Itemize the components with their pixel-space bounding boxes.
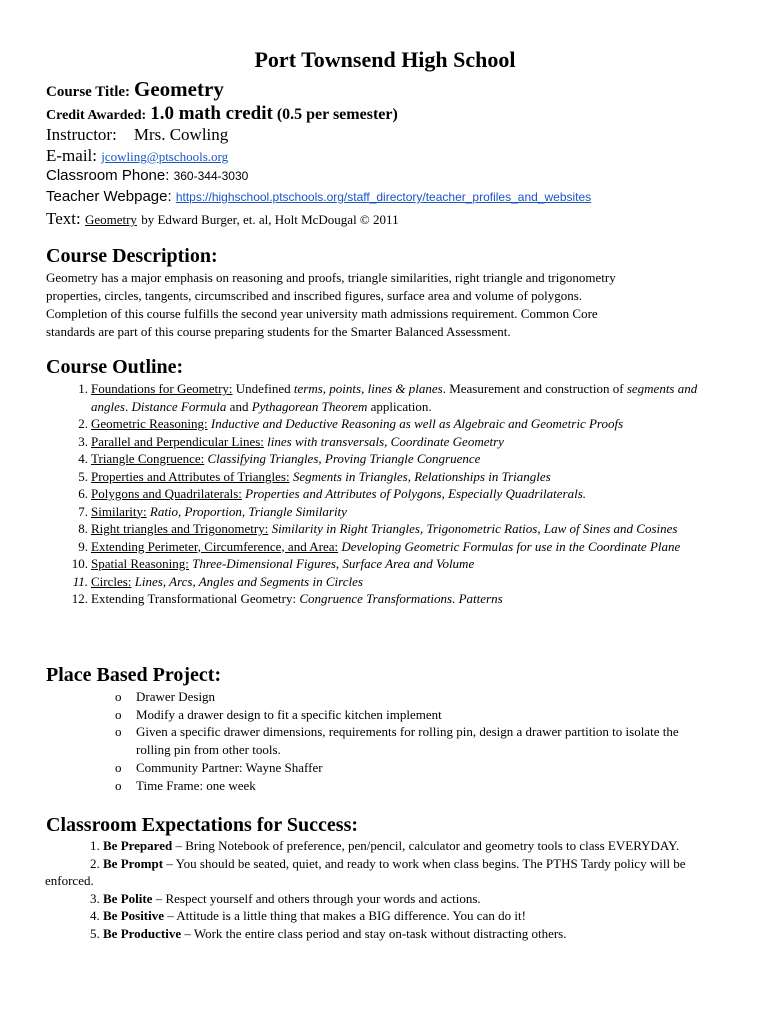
webpage-label: Teacher Webpage: — [46, 188, 172, 205]
outline-number: 6. — [78, 486, 88, 501]
outline-title: Similarity: — [91, 503, 147, 519]
course-description-heading: Course Description: — [46, 245, 218, 267]
project-item-text: Drawer Design — [136, 689, 216, 704]
instructor-label: Instructor: — [46, 125, 117, 144]
outline-number: 4. — [78, 451, 88, 466]
phone-label: Classroom Phone: — [46, 167, 170, 184]
expectations-list — [45, 837, 730, 943]
project-heading: Place Based Project: — [46, 664, 222, 686]
outline-description: Segments in Triangles, Relationships in Triangles — [289, 468, 551, 484]
course-description-text — [46, 269, 736, 341]
outline-description: Ratio, Proportion, Triangle Similarity — [146, 503, 347, 519]
expectation-title: Be Prepared — [103, 838, 173, 853]
outline-item — [66, 450, 736, 468]
project-item — [113, 759, 733, 777]
phone-line — [46, 167, 248, 184]
outline-number: 7. — [78, 503, 88, 519]
outline-text: Distance Formula — [131, 398, 227, 414]
description-line: Completion of this course fulfills the second year university math admissions requirement. Common Core — [46, 306, 598, 321]
project-item — [113, 723, 733, 758]
expectation-item — [45, 855, 730, 890]
outline-item — [66, 415, 736, 433]
outline-description: Similarity in Right Triangles, Trigonometric Ratios, Law of Sines and Cosines — [268, 521, 678, 536]
bullet-icon: o — [115, 689, 122, 704]
expectation-item — [45, 890, 730, 908]
outline-description: Classifying Triangles, Proving Triangle Congruence — [204, 451, 481, 466]
course-title-line — [46, 77, 224, 102]
description-line: Geometry has a major emphasis on reasoning and proofs, triangle similarities, right triangle and trigonometry — [46, 270, 616, 285]
outline-title: Spatial Reasoning: — [91, 556, 189, 571]
outline-number: 10. — [71, 556, 88, 571]
email-label: E-mail: — [46, 146, 97, 165]
outline-title: Foundations for Geometry: — [91, 381, 233, 396]
outline-item — [66, 503, 736, 521]
outline-number: 1. — [78, 381, 88, 396]
expectations-heading: Classroom Expectations for Success: — [46, 814, 359, 836]
course-outline-heading: Course Outline: — [46, 356, 184, 378]
course-outline-list — [66, 380, 736, 608]
outline-text: Pythagorean Theorem — [251, 398, 368, 414]
school-title: Port Townsend High School — [254, 47, 516, 72]
outline-description: Developing Geometric Formulas for use in the Coordinate Plane — [338, 538, 681, 554]
outline-number: 8. — [78, 521, 88, 536]
outline-text: and — [226, 398, 252, 414]
expectation-text: – You should be seated, quiet, and ready to work when class begins. The PTHS Tardy policy will be enforced. — [45, 855, 686, 889]
outline-text: Undefined — [232, 381, 294, 396]
expectation-text: – Respect yourself and others through your words and actions. — [152, 890, 481, 906]
expectation-number: 1. — [90, 838, 100, 853]
instructor-line — [46, 125, 228, 145]
outline-text: segments and angles — [91, 381, 698, 414]
expectation-title: Be Polite — [103, 890, 153, 906]
text-label: Text: — [46, 209, 81, 228]
outline-title: Polygons and Quadrilaterals: — [91, 486, 242, 501]
project-item-text: Given a specific drawer dimensions, requirements for rolling pin, design a drawer partition to isolate the rolling pin from other tools. — [136, 724, 679, 758]
webpage-link[interactable]: https://highschool.ptschools.org/staff_directory/teacher_profiles_and_websites — [175, 190, 592, 204]
outline-item — [66, 485, 736, 503]
webpage-line — [46, 188, 591, 205]
expectation-number: 5. — [90, 925, 100, 941]
email-link[interactable]: jcowling@ptschools.org — [101, 149, 229, 164]
outline-title: Right triangles and Trigonometry: — [91, 521, 269, 536]
outline-number: 12. — [71, 591, 88, 606]
project-item-text: Modify a drawer design to fit a specific kitchen implement — [136, 706, 442, 722]
outline-description: Inductive and Deductive Reasoning as well as Algebraic and Geometric Proofs — [207, 416, 624, 431]
bullet-icon: o — [115, 706, 122, 722]
outline-item — [66, 538, 736, 556]
outline-description: Congruence Transformations. Patterns — [296, 591, 503, 606]
project-list — [113, 688, 733, 794]
expectation-text: – Attitude is a little thing that makes a BIG difference. You can do it! — [164, 908, 526, 924]
expectation-number: 4. — [90, 908, 100, 924]
textbook-title: Geometry — [84, 212, 137, 227]
expectation-item — [45, 907, 730, 925]
expectation-title: Be Productive — [103, 925, 182, 941]
course-title-value: Geometry — [134, 77, 224, 101]
outline-title: Triangle Congruence: — [91, 451, 205, 466]
outline-item — [66, 555, 736, 573]
project-item — [113, 706, 733, 724]
outline-number: 11. — [72, 573, 88, 589]
outline-item — [66, 433, 736, 451]
project-item-text: Community Partner: Wayne Shaffer — [136, 759, 323, 775]
expectation-title: Be Prompt — [103, 855, 164, 871]
outline-item — [66, 468, 736, 486]
outline-title: Extending Transformational Geometry: — [91, 591, 297, 606]
outline-item — [66, 380, 736, 415]
outline-number: 3. — [78, 433, 88, 449]
outline-number: 2. — [78, 416, 88, 431]
outline-description: Three-Dimensional Figures, Surface Area and Volume — [188, 556, 475, 571]
course-title-label: Course Title: — [46, 84, 131, 100]
instructor-name: Mrs. Cowling — [133, 125, 229, 144]
text-line — [46, 209, 399, 229]
outline-number: 9. — [78, 538, 88, 554]
email-line — [46, 146, 228, 166]
outline-title: Parallel and Perpendicular Lines: — [91, 433, 264, 449]
outline-item — [66, 590, 736, 608]
expectation-text: – Bring Notebook of preference, pen/pencil, calculator and geometry tools to class EVERYDAY. — [172, 838, 680, 853]
credit-note: (0.5 per semester) — [276, 106, 398, 123]
outline-description: lines with transversals, Coordinate Geometry — [263, 433, 504, 449]
expectation-item — [45, 925, 730, 943]
project-item-text: Time Frame: one week — [136, 777, 256, 793]
textbook-details: by Edward Burger, et. al, Holt McDougal © 2011 — [141, 212, 399, 227]
credit-line — [46, 103, 398, 125]
credit-main: 1.0 math credit — [150, 103, 273, 124]
bullet-icon: o — [115, 777, 122, 793]
expectation-title: Be Positive — [103, 908, 165, 924]
description-line: properties, circles, tangents, circumscribed and inscribed figures, surface area and volume of polygons. — [46, 288, 583, 303]
expectation-text: – Work the entire class period and stay on-task without distracting others. — [181, 925, 567, 941]
outline-item — [66, 520, 736, 538]
outline-description: Properties and Attributes of Polygons, Especially Quadrilaterals. — [241, 486, 587, 501]
description-line: standards are part of this course preparing students for the Smarter Balanced Assessment. — [46, 324, 511, 339]
bullet-icon: o — [115, 759, 122, 775]
phone-value: 360-344-3030 — [173, 169, 249, 183]
expectation-item — [45, 837, 730, 855]
outline-title: Geometric Reasoning: — [91, 416, 208, 431]
outline-text: . — [124, 398, 132, 414]
project-item — [113, 688, 733, 706]
outline-text: application. — [367, 398, 432, 414]
outline-description: Lines, Arcs, Angles and Segments in Circles — [131, 573, 363, 589]
bullet-icon: o — [115, 724, 122, 740]
outline-text: . Measurement and construction of — [442, 381, 624, 396]
outline-item — [66, 573, 736, 591]
credit-label: Credit Awarded: — [46, 108, 147, 123]
outline-number: 5. — [78, 468, 88, 484]
expectation-number: 3. — [90, 890, 100, 906]
outline-title: Properties and Attributes of Triangles: — [91, 468, 290, 484]
outline-title: Extending Perimeter, Circumference, and Area: — [91, 538, 339, 554]
outline-title: Circles: — [91, 573, 132, 589]
project-item — [113, 777, 733, 795]
expectation-number: 2. — [90, 855, 100, 871]
outline-text: terms, points, lines & planes — [293, 381, 443, 396]
